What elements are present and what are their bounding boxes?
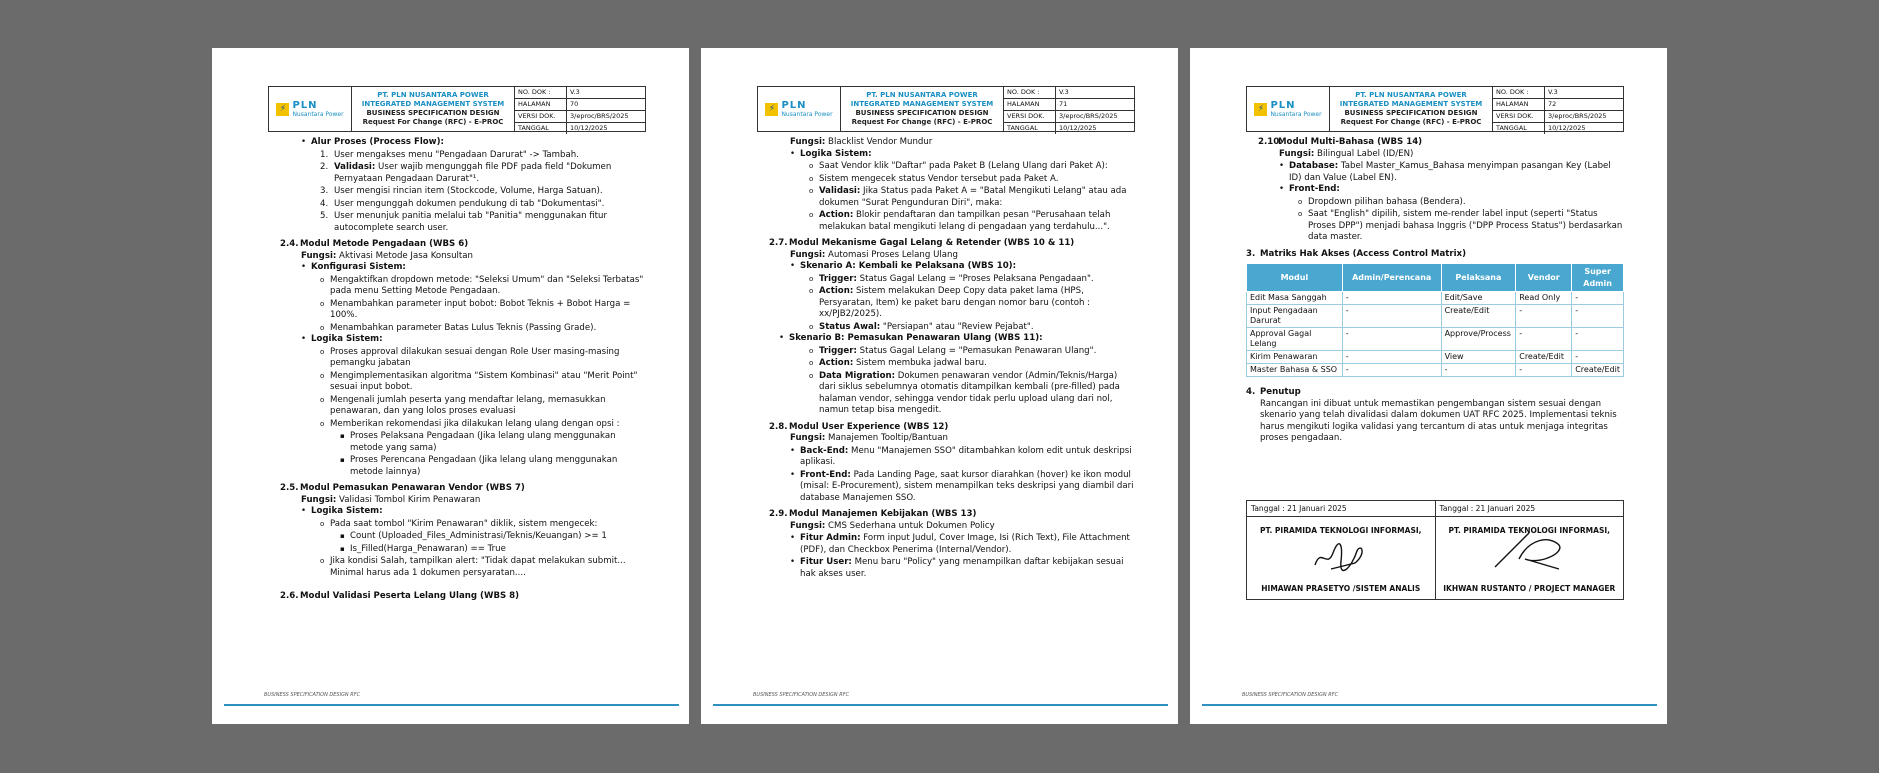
system-name: INTEGRATED MANAGEMENT SYSTEM: [1339, 100, 1483, 108]
fungsi-line: Fungsi: Validasi Tombol Kirim Penawaran: [301, 494, 481, 505]
document-page-70: [212, 48, 689, 724]
page-number: 72: [1545, 99, 1623, 111]
section-heading: 2.6. Modul Validasi Peserta Lelang Ulang (WBS 8): [280, 591, 520, 601]
column-header: Modul: [1247, 264, 1343, 292]
doc-title: Request For Change (RFC) - E-PROC: [362, 118, 504, 126]
list-item: ▪ Is_Filled(Harga_Penawaran) == True: [340, 544, 646, 556]
lightning-icon: ⚡: [1254, 103, 1267, 116]
list-item: o Action: Sistem melakukan Deep Copy data paket lama (HPS, Persyaratan, Item) ke paket baru dengan nomor baru (contoh : xx/PJB2/2025).: [809, 286, 1135, 321]
page-header: [1246, 86, 1624, 132]
logo-sub: Nusantara Power: [292, 110, 344, 118]
list-item: 1. User mengakses menu "Pengadaan Darurat" -> Tambah.: [320, 149, 579, 160]
meta-label: VERSI DOK.: [1493, 111, 1545, 123]
logo-text: PLN: [781, 99, 807, 111]
section-heading: 2.4. Modul Metode Pengadaan (WBS 6): [280, 239, 469, 249]
list-item: ▪ Count (Uploaded_Files_Administrasi/Teknis/Keuangan) >= 1: [340, 531, 646, 543]
table-row: Kirim Penawaran - View Create/Edit -: [1247, 351, 1624, 364]
subheading: Front-End:: [1289, 184, 1340, 194]
logo-sub: Nusantara Power: [1270, 110, 1322, 118]
page-number: 70: [567, 99, 645, 111]
signature-block: [1246, 500, 1624, 600]
list-item: o Sistem mengecek status Vendor tersebut pada Paket A.: [809, 174, 1135, 186]
list-item: • Fitur User: Menu baru "Policy" yang menampilkan daftar kebijakan sesuai hak akses user.: [790, 557, 1135, 580]
table-row: Edit Masa Sanggah - Edit/Save Read Only -: [1247, 292, 1624, 305]
page-header: [268, 86, 646, 132]
page-body: [268, 137, 646, 603]
meta-value: V.3: [1056, 87, 1134, 99]
meta-value: V.3: [1545, 87, 1623, 99]
access-control-matrix: [1246, 263, 1624, 377]
section-heading: 2.5. Modul Pemasukan Penawaran Vendor (WBS 7): [280, 483, 525, 493]
doc-title: Request For Change (RFC) - E-PROC: [1340, 118, 1482, 126]
closing-paragraph: Rancangan ini dibuat untuk memastikan pengembangan sistem sesuai dengan skenario yang telah divalidasi dalam dokumen UAT RFC 2025. Implementasi teknis harus mengikuti logika validasi yang tercantum di atas untuk menjaga integritas proses pengadaan.: [1260, 398, 1617, 443]
pln-logo: [269, 87, 352, 131]
signature-left: [1247, 501, 1436, 599]
list-item: o Trigger: Status Gagal Lelang = "Pemasukan Penawaran Ulang".: [809, 346, 1135, 358]
list-item: o Memberikan rekomendasi jika dilakukan lelang ulang dengan opsi :: [320, 419, 646, 431]
list-item: o Menambahkan parameter input bobot: Bobot Teknis + Bobot Harga = 100%.: [320, 299, 646, 322]
footer-text: BUSINESS SPECIFICATION DESIGN RFC: [264, 692, 361, 698]
doc-meta: [1004, 87, 1134, 131]
sign-company: PT. PIRAMIDA TEKNOLOGI INFORMASI,: [1448, 526, 1610, 535]
flow-title: Alur Proses (Process Flow):: [311, 137, 444, 147]
list-item: o Action: Sistem membuka jadwal baru.: [809, 358, 1135, 370]
document-page-71: [701, 48, 1178, 724]
signature-right: [1436, 501, 1624, 599]
doc-meta: [1493, 87, 1623, 131]
sign-date: Tanggal : 21 Januari 2025: [1436, 501, 1624, 518]
subheading: Logika Sistem:: [800, 148, 872, 159]
meta-label: TANGGAL: [1493, 123, 1545, 134]
page-footer: [224, 692, 679, 706]
subheading: Logika Sistem:: [311, 334, 383, 344]
footer-text: BUSINESS SPECIFICATION DESIGN RFC: [753, 692, 850, 698]
meta-label: HALAMAN: [1493, 99, 1545, 111]
list-item: o Data Migration: Dokumen penawaran vendor (Admin/Teknis/Harga) dari siklus sebelumnya otomatis ditampilkan kembali (pre-filled) pada halaman vendor, sehingga vendor tidak perlu upload ulang dari nol, namun tetap bisa mengedit.: [809, 371, 1135, 417]
section-heading: 2.9. Modul Manajemen Kebijakan (WBS 13): [769, 509, 977, 519]
fungsi-line: Fungsi: Bilingual Label (ID/EN): [1279, 148, 1414, 159]
list-item: 5. User menunjuk panitia melalui tab "Panitia" menggunakan fitur autocomplete search user.: [320, 211, 608, 233]
page-body: [1246, 137, 1624, 600]
list-item: 2. Validasi: User wajib mengunggah file PDF pada field "Dokumen Pernyataan Pengadaan Darurat"¹.: [320, 162, 612, 184]
meta-label: NO. DOK :: [515, 87, 567, 99]
lightning-icon: ⚡: [276, 103, 289, 116]
column-header: Vendor: [1516, 264, 1572, 292]
table-row: Approval Gagal Lelang - Approve/Process - -: [1247, 328, 1624, 351]
list-item: o Validasi: Jika Status pada Paket A = "Batal Mengikuti Lelang" atau ada dokumen "Surat Pengunduran Diri", maka:: [809, 186, 1135, 209]
meta-label: NO. DOK :: [1004, 87, 1056, 99]
document-page-72: [1190, 48, 1667, 724]
list-item: o Saat "English" dipilih, sistem me-render label input (seperti "Status Proses DPP") menjadi bahasa Inggris ("DPP Process Status") berdasarkan data master.: [1298, 209, 1624, 244]
meta-label: TANGGAL: [515, 123, 567, 134]
list-item: • Fitur Admin: Form input Judul, Cover Image, Isi (Rich Text), File Attachment (PDF), dan Checkbox Penerima (Internal/Vendor).: [790, 533, 1135, 556]
table-row: Master Bahasa & SSO - - - Create/Edit: [1247, 364, 1624, 377]
page-number: 71: [1056, 99, 1134, 111]
company-name: PT. PLN NUSANTARA POWER: [1355, 91, 1467, 99]
sign-company: PT. PIRAMIDA TEKNOLOGI INFORMASI,: [1260, 526, 1422, 535]
table-header-row: [1247, 264, 1624, 292]
list-item: o Mengaktifkan dropdown metode: "Seleksi Umum" dan "Seleksi Terbatas" pada menu Setting Metode Pengadaan.: [320, 275, 646, 298]
meta-value: V.3: [567, 87, 645, 99]
doc-type: BUSINESS SPECIFICATION DESIGN: [1344, 109, 1478, 117]
list-item: ▪ Proses Perencana Pengadaan (Jika lelang ulang menggunakan metode lainnya): [340, 455, 646, 478]
page-footer: [713, 692, 1168, 706]
doc-type: BUSINESS SPECIFICATION DESIGN: [366, 109, 500, 117]
pln-logo: [1247, 87, 1330, 131]
fungsi-line: Fungsi: Manajemen Tooltip/Bantuan: [790, 433, 948, 443]
list-item: o Pada saat tombol "Kirim Penawaran" diklik, sistem mengecek:: [320, 519, 646, 531]
list-item: o Trigger: Status Gagal Lelang = "Proses Pelaksana Pengadaan".: [809, 274, 1135, 286]
signature-icon: [1489, 529, 1569, 573]
logo-text: PLN: [1270, 99, 1296, 111]
fungsi-line: Fungsi: Aktivasi Metode Jasa Konsultan: [301, 250, 474, 261]
list-item: o Saat Vendor klik "Daftar" pada Paket B (Lelang Ulang dari Paket A):: [809, 161, 1135, 173]
fungsi-line: Fungsi: Automasi Proses Lelang Ulang: [790, 249, 958, 260]
fungsi-line: Fungsi: CMS Sederhana untuk Dokumen Policy: [790, 520, 995, 531]
list-item: 3. User mengisi rincian item (Stockcode, Volume, Harga Satuan).: [320, 186, 603, 196]
page-body: [757, 137, 1135, 580]
company-name: PT. PLN NUSANTARA POWER: [377, 91, 489, 99]
doc-title: Request For Change (RFC) - E-PROC: [851, 118, 993, 126]
list-item: o Action: Blokir pendaftaran dan tampilkan pesan "Perusahaan telah melakukan batal mengikuti lelang di pengadaan yang terdahulu...".: [809, 210, 1135, 233]
list-item: ▪ Proses Pelaksana Pengadaan (Jika lelang ulang menggunakan metode yang sama): [340, 431, 646, 454]
column-header: Pelaksana: [1441, 264, 1516, 292]
meta-value: 10/12/2025: [1059, 124, 1097, 132]
subheading: Logika Sistem:: [311, 506, 383, 516]
meta-label: TANGGAL: [1004, 123, 1056, 134]
section-heading: 2.8. Modul User Experience (WBS 12): [769, 421, 949, 432]
section-heading: 3. Matriks Hak Akses (Access Control Matrix): [1246, 248, 1467, 259]
column-header: Admin/Perencana: [1342, 264, 1441, 292]
list-item: • Back-End: Menu "Manajemen SSO" ditambahkan kolom edit untuk deskripsi aplikasi.: [790, 446, 1135, 469]
fungsi-line: Fungsi: Blacklist Vendor Mundur: [790, 137, 933, 147]
list-item: o Status Awal: "Persiapan" atau "Review Pejabat".: [809, 322, 1135, 334]
page-footer: [1202, 692, 1657, 706]
meta-label: VERSI DOK.: [515, 111, 567, 123]
meta-label: HALAMAN: [1004, 99, 1056, 111]
meta-label: VERSI DOK.: [1004, 111, 1056, 123]
footer-text: BUSINESS SPECIFICATION DESIGN RFC: [1242, 692, 1339, 698]
meta-label: HALAMAN: [515, 99, 567, 111]
list-item: • Database: Tabel Master_Kamus_Bahasa menyimpan pasangan Key (Label ID) dan Value (Label EN).: [1279, 161, 1624, 184]
list-item: o Jika kondisi Salah, tampilkan alert: "Tidak dapat melakukan submit... Minimal harus ada 1 dokumen persyaratan....: [320, 556, 646, 579]
subheading: Skenario A: Kembali ke Pelaksana (WBS 10):: [800, 261, 1017, 271]
system-name: INTEGRATED MANAGEMENT SYSTEM: [850, 100, 994, 108]
signature-icon: [1311, 539, 1371, 575]
system-name: INTEGRATED MANAGEMENT SYSTEM: [361, 100, 505, 108]
list-item: o Mengenali jumlah peserta yang mendaftar lelang, memasukkan penawaran, dan yang lolos proses evaluasi: [320, 395, 646, 418]
meta-value: 3/eproc/BRS/2025: [1056, 111, 1134, 123]
list-item: o Proses approval dilakukan sesuai dengan Role User masing-masing pemangku jabatan: [320, 347, 646, 370]
subheading: Konfigurasi Sistem:: [311, 262, 406, 272]
section-heading: 2.7. Modul Mekanisme Gagal Lelang & Retender (WBS 10 & 11): [769, 238, 1075, 248]
sign-name: HIMAWAN PRASETYO /SISTEM ANALIS: [1261, 584, 1421, 593]
logo-sub: Nusantara Power: [781, 110, 833, 118]
pln-logo: [758, 87, 841, 131]
list-item: • Front-End: Pada Landing Page, saat kursor diarahkan (hover) ke ikon modul (misal: E-Procurement), sistem menampilkan teks deskripsi yang diambil dari database Manajemen SSO.: [790, 470, 1135, 505]
logo-text: PLN: [292, 99, 318, 111]
doc-type: BUSINESS SPECIFICATION DESIGN: [855, 109, 989, 117]
table-row: Input Pengadaan Darurat - Create/Edit - -: [1247, 305, 1624, 328]
list-item: o Dropdown pilihan bahasa (Bendera).: [1298, 197, 1624, 209]
list-item: o Mengimplementasikan algoritma "Sistem Kombinasi" atau "Merit Point" sesuai input bobot.: [320, 371, 646, 394]
company-name: PT. PLN NUSANTARA POWER: [866, 91, 978, 99]
page-header: [757, 86, 1135, 132]
list-item: o Menambahkan parameter Batas Lulus Teknis (Passing Grade).: [320, 323, 646, 335]
sign-name: IKHWAN RUSTANTO / PROJECT MANAGER: [1443, 584, 1616, 593]
meta-value: 3/eproc/BRS/2025: [567, 111, 645, 123]
subheading: Skenario B: Pemasukan Penawaran Ulang (WBS 11):: [789, 333, 1043, 343]
meta-label: NO. DOK :: [1493, 87, 1545, 99]
list-item: 4. User mengunggah dokumen pendukung di tab "Dokumentasi".: [320, 198, 605, 209]
section-heading: 4. Penutup: [1246, 387, 1301, 397]
meta-value: 10/12/2025: [1548, 124, 1586, 132]
meta-value: 10/12/2025: [570, 124, 608, 132]
doc-meta: [515, 87, 645, 131]
section-heading: 2.10.Modul Multi-Bahasa (WBS 14): [1258, 137, 1423, 147]
sign-date: Tanggal : 21 Januari 2025: [1247, 501, 1435, 518]
lightning-icon: ⚡: [765, 103, 778, 116]
meta-value: 3/eproc/BRS/2025: [1545, 111, 1623, 123]
column-header: Super Admin: [1572, 264, 1624, 292]
